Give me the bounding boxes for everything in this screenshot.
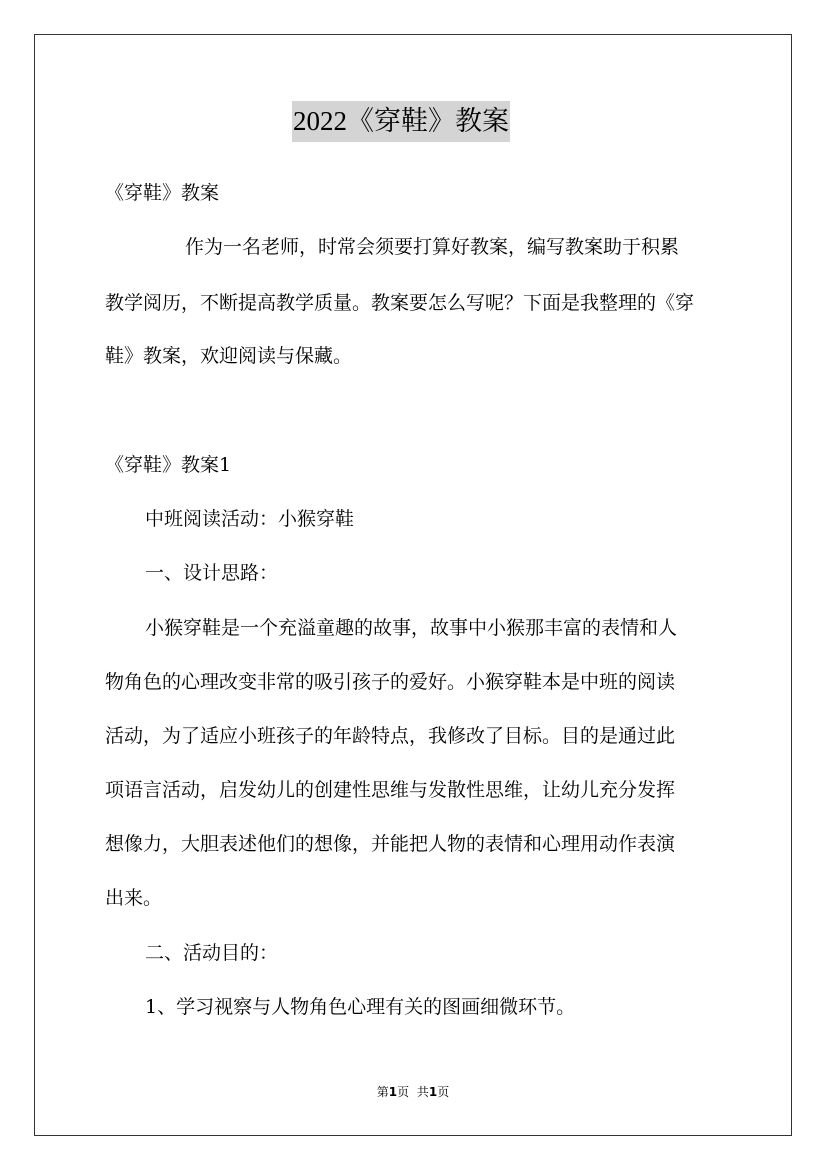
footer-page-unit: 页 [397,1085,410,1099]
document-title: 2022《穿鞋》教案 [292,101,510,142]
footer-page-number: 1 [388,1085,398,1099]
goal-heading: 二、活动目的： [145,942,279,964]
design-heading: 一、设计思路： [145,562,279,584]
footer-total-label: 共 [416,1085,429,1099]
footer-total-unit: 页 [437,1085,450,1099]
goal-item-1: 1、学习视察与人物角色心理有关的图画细微环节。 [145,996,576,1018]
body-line-4: 项语言活动，启发幼儿的创建性思维与发散性思维，让幼儿充分发挥 [105,779,676,801]
body-line-2: 物角色的心理改变非常的吸引孩子的爱好。小猴穿鞋本是中班的阅读 [105,671,676,693]
page-footer [35,1083,791,1100]
section-heading: 《穿鞋》教案1 [105,454,232,476]
document-page [34,34,792,1136]
footer-total-number: 1 [428,1085,438,1099]
intro-line-2: 教学阅历，不断提高教学质量。教案要怎么写呢？下面是我整理的《穿 [105,292,695,314]
body-line-3: 活动，为了适应小班孩子的年龄特点，我修改了目标。目的是通过此 [105,725,676,747]
intro-line-1: 作为一名老师，时常会须要打算好教案，编写教案助于积累 [185,236,680,258]
body-line-1: 小猴穿鞋是一个充溢童趣的故事，故事中小猴那丰富的表情和人 [145,617,678,639]
doc-heading: 《穿鞋》教案 [105,182,220,204]
body-line-5: 想像力，大胆表述他们的想像，并能把人物的表情和心理用动作表演 [105,833,676,855]
footer-page-label: 第 [376,1085,389,1099]
activity-title: 中班阅读活动：小猴穿鞋 [145,508,355,530]
intro-line-3: 鞋》教案，欢迎阅读与保藏。 [105,345,353,367]
body-line-6: 出来。 [105,887,163,909]
